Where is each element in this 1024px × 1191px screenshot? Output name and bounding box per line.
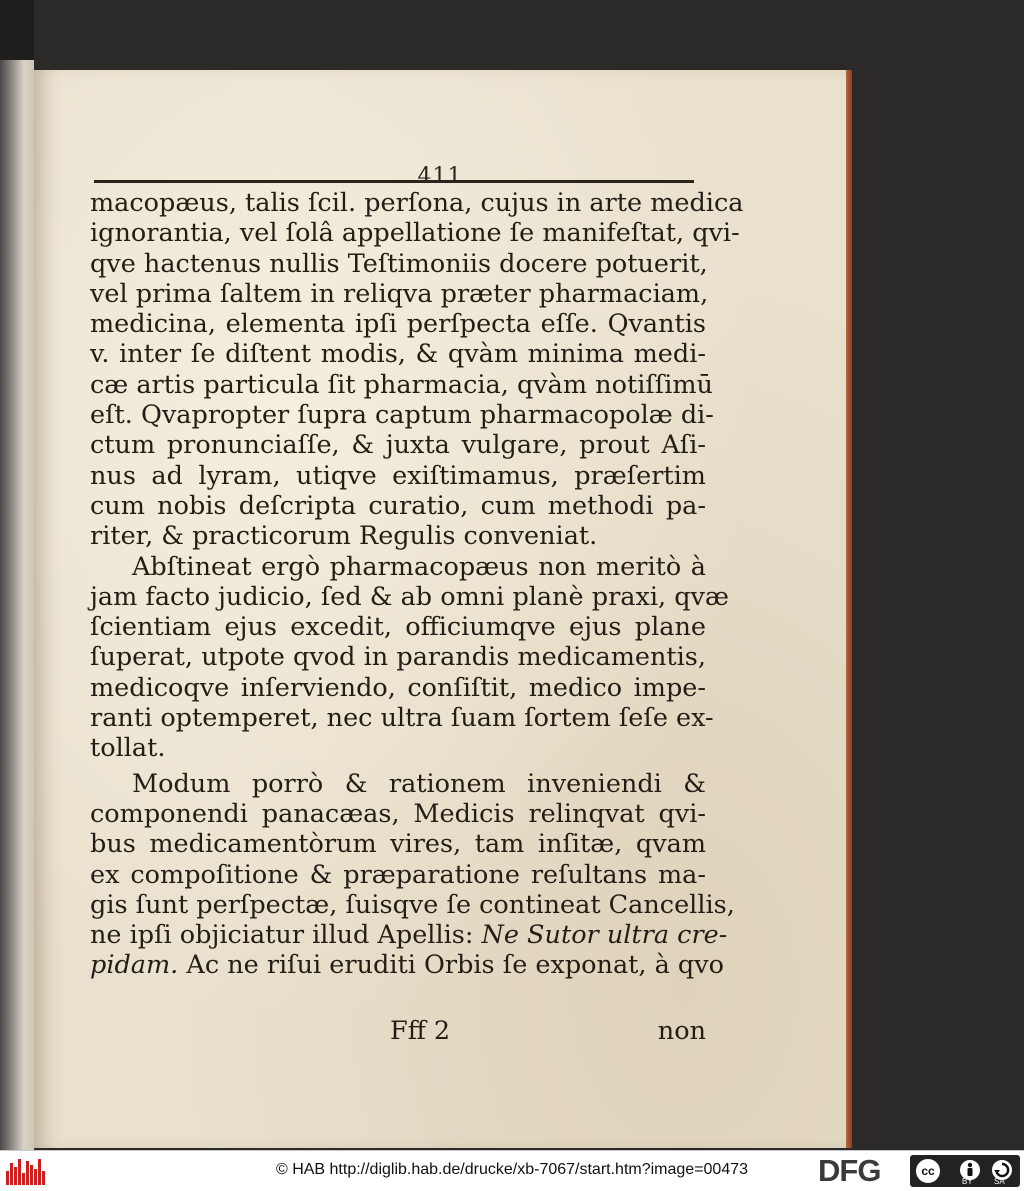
text-line: [90, 521, 706, 551]
line-text: cæ artis particula ſit pharmacia, qvàm notiſſimū: [90, 369, 713, 400]
header-rule: [94, 180, 694, 183]
italic-text: pidam.: [90, 950, 179, 981]
citation-link[interactable]: © HAB http://diglib.hab.de/drucke/xb-7067/start.htm?image=00473: [275, 1161, 749, 1178]
text-line: [90, 369, 713, 400]
book-page: [34, 70, 846, 1148]
line-text: componendi panacæas, Medicis relinqvat qvi-: [90, 798, 706, 829]
text-line: [90, 950, 725, 981]
body-text: [90, 188, 744, 981]
line-text: ſuperat, utpote qvod in parandis medicamentis,: [90, 642, 706, 673]
text-line: [90, 461, 706, 491]
line-text: Abſtineat ergò pharmacopæus non meritò à: [132, 551, 706, 582]
text-line: [90, 430, 706, 460]
text-line: [90, 703, 714, 734]
line-text: qve hactenus nullis Teſtimoniis docere potuerit,: [90, 248, 708, 279]
text-line: [90, 642, 706, 672]
catchword: non: [657, 1016, 706, 1046]
text-line: [90, 769, 706, 799]
line-text: v. inter ſe diſtent modis, & qvàm minima medi-: [90, 339, 706, 370]
line-text: ſcientiam ejus excedit, officiumqve ejus plane: [90, 612, 706, 643]
line-text: vel prima ſaltem in reliqva præter pharmaciam,: [90, 278, 709, 309]
text-line: [90, 920, 728, 951]
text-line: [90, 400, 714, 431]
line-text: ranti optemperet, nec ultra ſuam ſortem ſeſe ex-: [90, 703, 714, 734]
line-text: jam facto judicio, ſed & ab omni planè praxi, qvæ: [90, 581, 729, 612]
footer-bar: [0, 1150, 1024, 1191]
text-line: [90, 218, 740, 249]
previous-page-edge: [0, 60, 34, 1150]
text-line: [90, 799, 706, 829]
line-text: Ac ne riſui eruditi Orbis ſe exponat, à qvo: [178, 950, 725, 981]
text-line: [90, 552, 706, 582]
line-text: cum nobis deſcripta curatio, cum methodi pa-: [90, 490, 706, 521]
catchline: [90, 1016, 706, 1048]
by-label: BY: [962, 1177, 973, 1186]
page-edge: [846, 70, 852, 1148]
text-line: [90, 491, 706, 521]
text-line: [90, 860, 706, 890]
italic-text: Ne Sutor ultra cre-: [481, 920, 728, 951]
line-text: tollat.: [90, 733, 166, 764]
text-line: [90, 581, 729, 612]
line-text: macopæus, talis ſcil. perſona, cujus in arte medica: [90, 188, 744, 218]
line-text: bus medicamentòrum vires, tam inſitæ, qvam: [90, 829, 706, 860]
line-text: ctum pronunciaſſe, & juxta vulgare, prout Aſi-: [90, 430, 706, 461]
line-text: riter, & practicorum Regulis conveniat.: [90, 521, 598, 552]
license-badge[interactable]: [910, 1155, 1020, 1187]
dfg-logo: DFG: [818, 1153, 881, 1188]
text-line: [90, 889, 735, 920]
sa-label: SA: [994, 1177, 1005, 1186]
text-line: [90, 278, 709, 309]
line-text: medicoqve inſerviendo, conſiſtit, medico impe-: [90, 672, 706, 703]
line-text: medicina, elementa ipſi perſpecta eſſe. Qvantis: [90, 309, 706, 340]
line-text: eſt. Qvapropter ſupra captum pharmacopolæ di-: [90, 400, 714, 431]
line-text: ex compoſitione & præparatione reſultans ma-: [90, 859, 706, 890]
text-line: [90, 612, 706, 642]
line-text: gis ſunt perſpectæ, ſuisqve ſe contineat Cancellis,: [90, 889, 735, 920]
signature-mark: Fff 2: [390, 1016, 451, 1046]
text-line: [90, 733, 706, 763]
text-line: [90, 249, 706, 279]
text-line: [90, 829, 706, 859]
text-line: [90, 188, 744, 218]
line-text: Modum porrò & rationem inveniendi &: [132, 768, 706, 799]
text-line: [90, 673, 706, 703]
text-line: [90, 309, 706, 339]
page-number: 411: [417, 164, 463, 189]
line-text: ignorantia, vel ſolâ appellatione ſe manifeſtat, qvi-: [90, 218, 740, 249]
line-text: nus ad lyram, utiqve exiſtimamus, præſertim: [90, 460, 706, 491]
cc-icon: cc: [914, 1157, 942, 1185]
scan-dark-corner: [0, 0, 34, 60]
line-text: ne ipſi objiciatur illud Apellis:: [90, 920, 482, 951]
text-line: [90, 339, 706, 369]
